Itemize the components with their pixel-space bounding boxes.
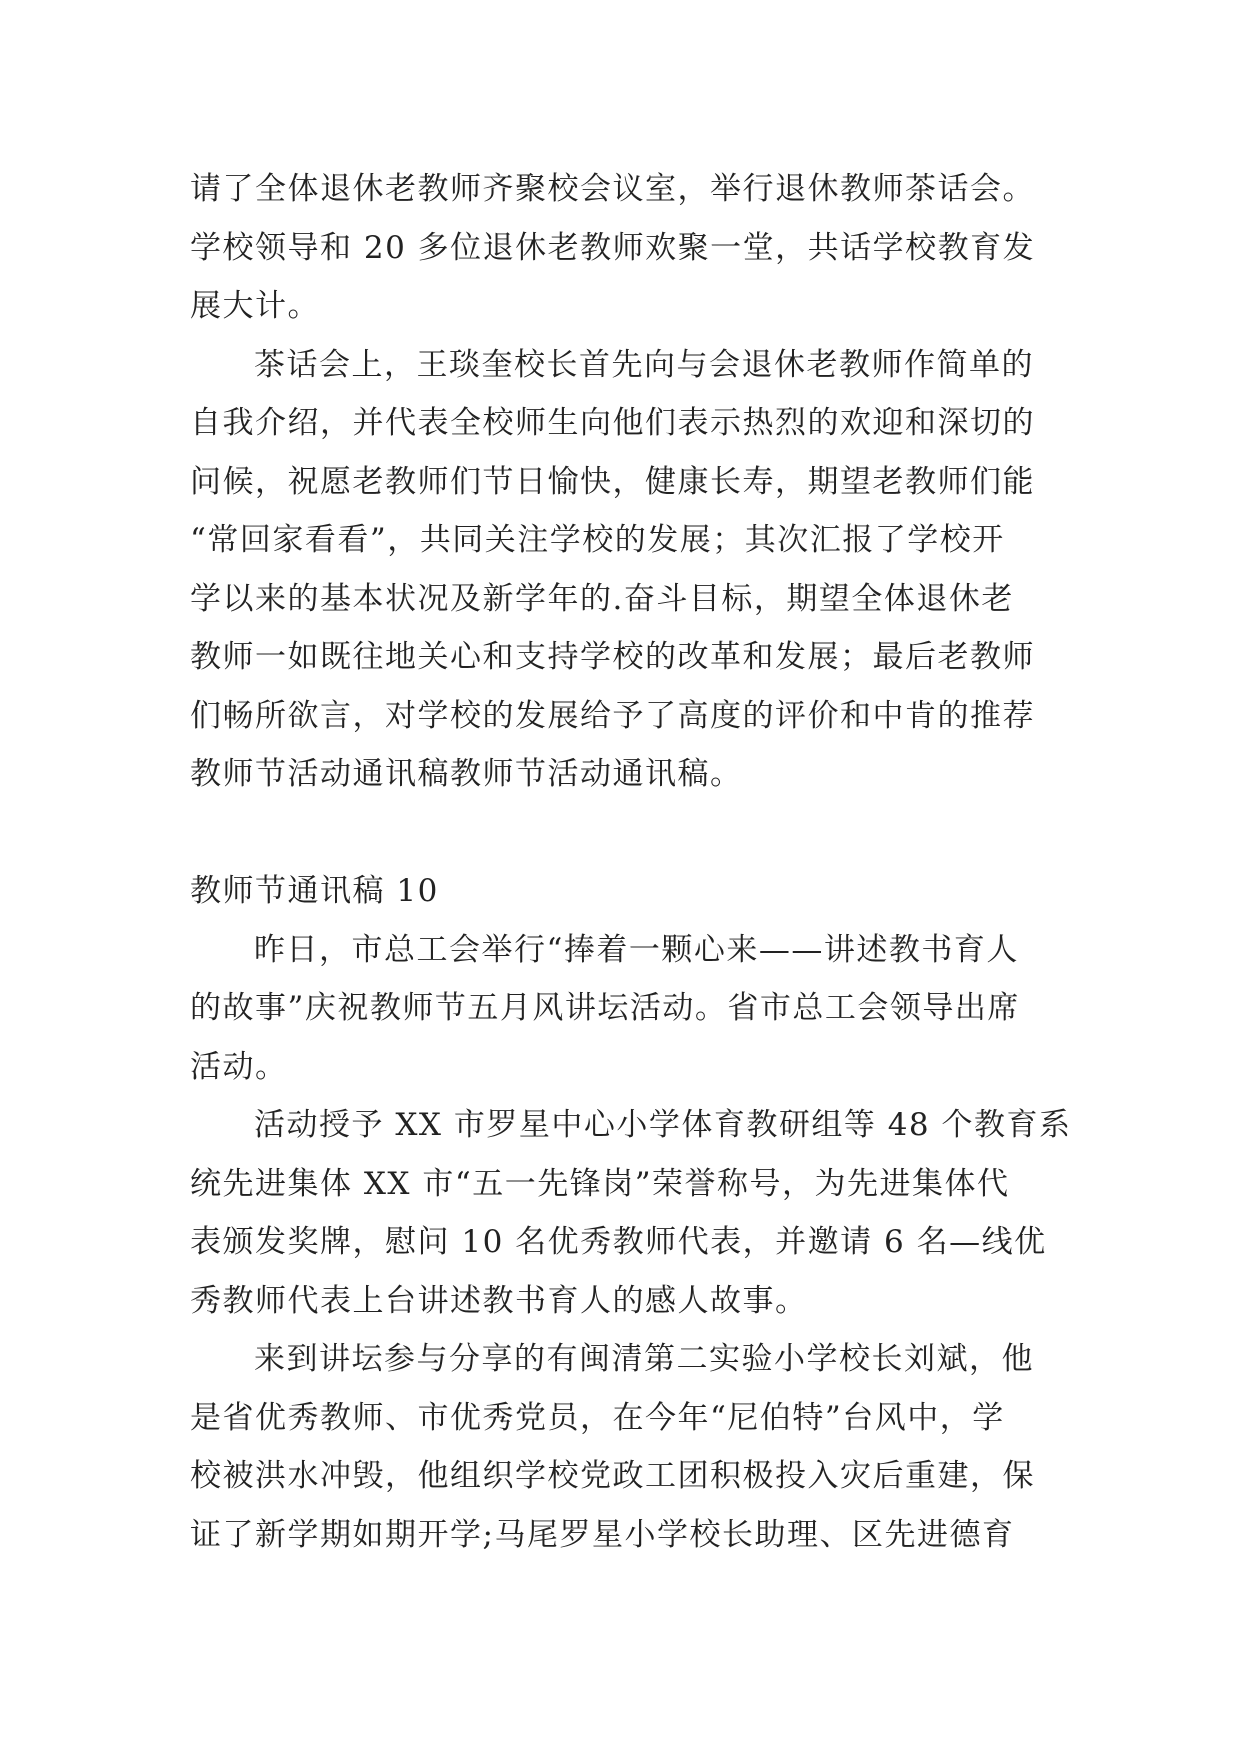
paragraph-speakers: [190, 1330, 1060, 1564]
paragraph-intro: [190, 160, 1060, 336]
text-line: 昨日，市总工会举行“捧着一颗心来——讲述教书育人: [254, 931, 1019, 968]
text-line: 来到讲坛参与分享的有闽清第二实验小学校长刘斌，他: [254, 1341, 1034, 1377]
text-line: 学以来的基本状况及新学年的.奋斗目标，期望全体退休老: [190, 580, 1014, 617]
text-line: 们畅所欲言，对学校的发展给予了高度的评价和中肯的推荐: [190, 697, 1035, 734]
text-line: 教师一如既往地关心和支持学校的改革和发展；最后老教师: [190, 639, 1035, 675]
paragraph-tea-party: [190, 336, 1060, 804]
section-heading: 教师节通讯稿 10: [190, 873, 439, 909]
text-line: 问候，祝愿老教师们节日愉快，健康长寿，期望老教师们能: [190, 463, 1035, 500]
paragraph-event: [190, 921, 1060, 1097]
text-line: “常回家看看”，共同关注学校的发展；其次汇报了学校开: [190, 522, 1005, 558]
text-line: 学校领导和 20 多位退休老教师欢聚一堂，共话学校教育发: [190, 229, 1036, 266]
text-line: 证了新学期如期开学;马尾罗星小学校长助理、区先进德育: [190, 1516, 1015, 1553]
text-line: 是省优秀教师、市优秀党员，在今年“尼伯特”台风中，学: [190, 1399, 1005, 1436]
text-line: 茶话会上，王琰奎校长首先向与会退休老教师作简单的: [254, 346, 1034, 383]
paragraph-awards: [190, 1096, 1072, 1330]
document-body: [190, 160, 1072, 1564]
text-line: 展大计。: [190, 288, 320, 324]
text-line: 自我介绍，并代表全校师生向他们表示热烈的欢迎和深切的: [190, 405, 1035, 441]
text-line: 请了全体退休老教师齐聚校会议室，举行退休教师茶话会。: [190, 171, 1035, 207]
text-line: 活动。: [190, 1048, 288, 1085]
text-line: 统先进集体 XX 市“五一先锋岗”荣誉称号，为先进集体代: [190, 1165, 1010, 1202]
text-line: 秀教师代表上台讲述教书育人的感人故事。: [190, 1282, 808, 1319]
blank-line: [190, 804, 1060, 863]
text-line: 校被洪水冲毁，他组织学校党政工团积极投入灾后重建，保: [190, 1458, 1035, 1494]
text-line: 教师节活动通讯稿教师节活动通讯稿。: [190, 756, 743, 792]
text-line: 表颁发奖牌，慰问 10 名优秀教师代表，并邀请 6 名—线优: [190, 1224, 1047, 1260]
text-line: 的故事”庆祝教师节五月风讲坛活动。省市总工会领导出席: [190, 990, 1020, 1026]
text-line: 活动授予 XX 市罗星中心小学体育教研组等 48 个教育系: [254, 1107, 1072, 1143]
